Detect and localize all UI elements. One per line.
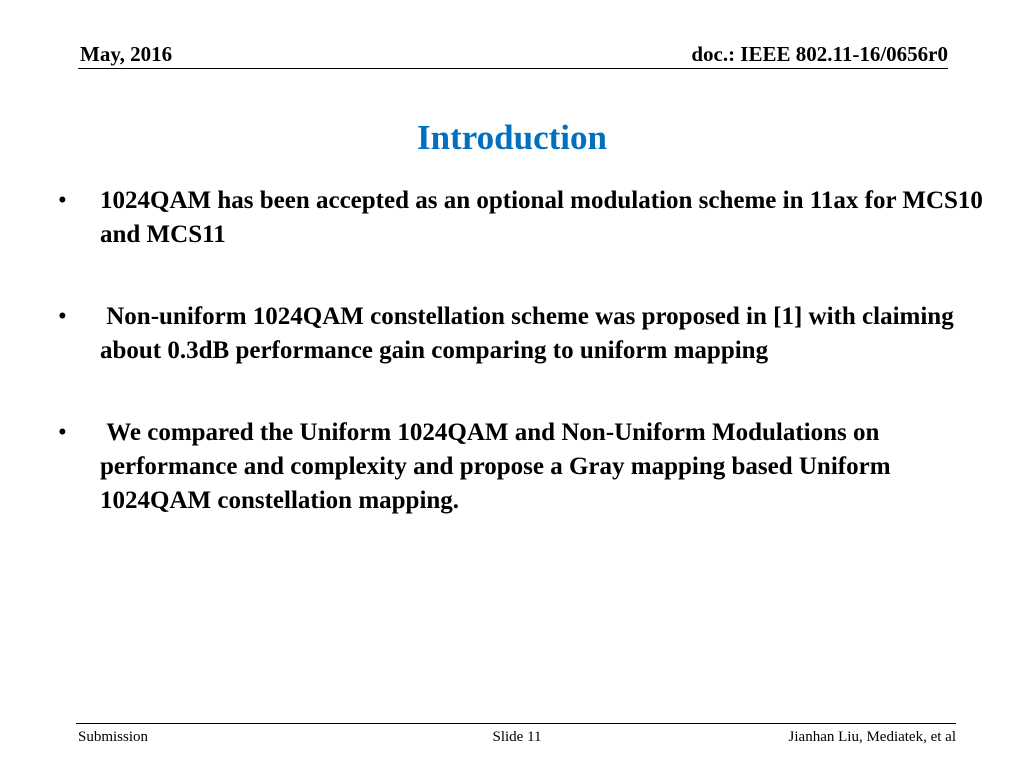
bullet-icon: •: [58, 419, 67, 446]
footer-slide-number: Slide 11: [492, 729, 542, 745]
footer-author: Jianhan Liu, Mediatek, et al: [788, 729, 956, 745]
bullet-icon: •: [58, 187, 67, 214]
footer-divider: [76, 723, 956, 724]
bullet-icon: •: [58, 303, 67, 330]
header-divider: [78, 68, 948, 69]
bullet-item: [0, 300, 1024, 368]
bullet-text: 1024QAM has been accepted as an optional modulation scheme in 11ax for MCS10 and MCS11: [100, 187, 990, 248]
bullet-item: [0, 184, 1024, 252]
bullet-text: We compared the Uniform 1024QAM and Non-Uniform Modulations on performance and complexity and propose a Gray mapping based Uniform 1024QAM constellation mapping.: [100, 419, 897, 514]
footer-submission: Submission: [78, 729, 149, 745]
bullet-text: Non-uniform 1024QAM constellation scheme was proposed in [1] with claiming about 0.3dB performance gain comparing to uniform mapping: [100, 303, 960, 364]
slide-title: Introduction: [417, 118, 607, 157]
bullet-list: [0, 184, 1024, 566]
bullet-item: [0, 416, 1024, 518]
header-date: May, 2016: [80, 42, 173, 66]
header-doc-id: doc.: IEEE 802.11-16/0656r0: [691, 42, 948, 66]
